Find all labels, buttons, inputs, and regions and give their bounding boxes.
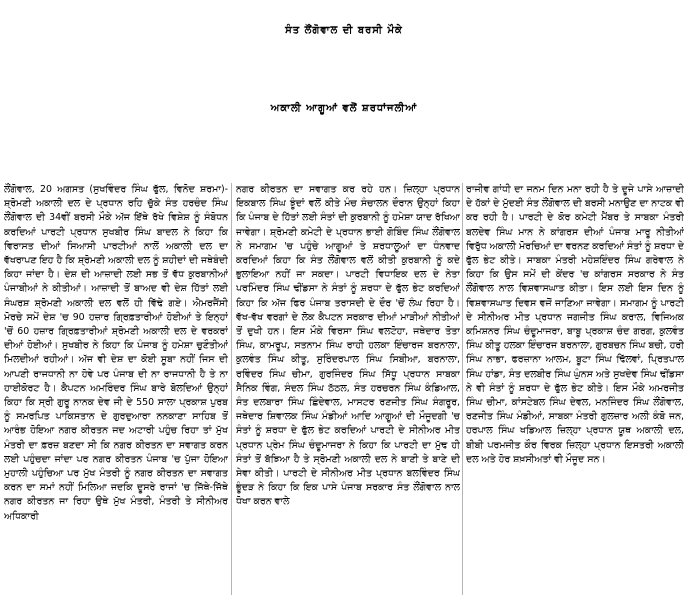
headline-line-2: ਅਕਾਲੀ ਆਗੂਆਂ ਵਲੋਂ ਸ਼ਰਧਾਂਜਲੀਆਂ (270, 103, 418, 114)
column-divider (462, 183, 463, 595)
column-divider (231, 183, 232, 595)
article-column-1: ਲੌਂਗੋਵਾਲ, 20 ਅਗਸਤ (ਸੁਖਵਿੰਦਰ ਸਿੰਘ ਫੁੱਲ, ਵਿਨੋਦ ਸ਼ਰਮਾ)-ਸ਼੍ਰੋਮਣੀ ਅਕਾਲੀ ਦਲ ਦੇ ਪ੍ਰਧਾਨ ਰਹਿ ਚੁੱਕੇ ਸੰਤ ਹਰਚੰਦ ਸਿੰਘ ਲੌਂਗੋਵਾਲ ਦੀ 34ਵੀਂ ਬਰਸੀ ਮੌਕੇ ਅੱਜ ਇੱਥੇ ਰੱਖੇ ਵਿਸ਼ੇਸ਼ ਨੂੰ ਸੰਬੋਧਨ ਕਰਦਿਆਂ ਪਾਰਟੀ ਪ੍ਰਧਾਨ ਸੁਖਬੀਰ ਸਿੰਘ ਬਾਦਲ ਨੇ ਕਿਹਾ ਕਿ ਵਿਰਾਸਤ ਦੀਆਂ ਸਿਆਸੀ ਪਾਰਟੀਆਂ ਨਾਲੋਂ ਅਕਾਲੀ ਦਲ ਦਾ ਵੱਖਰਾਪਣ ਇਹ ਹੈ ਕਿ ਸ਼੍ਰੋਮਣੀ ਅਕਾਲੀ ਦਲ ਨੂੰ ਸ਼ਹੀਦਾਂ ਦੀ ਜਥੇਬੰਦੀ ਕਿਹਾ ਜਾਂਦਾ ਹੈ। ਦੇਸ਼ ਦੀ ਆਜ਼ਾਦੀ ਲਈ ਸਭ ਤੋਂ ਵੱਧ ਕੁਰਬਾਨੀਆਂ ਪੰਜਾਬੀਆਂ ਨੇ ਕੀਤੀਆਂ। ਆਜ਼ਾਦੀ ਤੋਂ ਬਾਅਦ ਵੀ ਦੇਸ਼ ਹਿੱਤਾਂ ਲਈ ਸੰਘਰਸ਼ ਸ਼੍ਰੋਮਣੀ ਅਕਾਲੀ ਦਲ ਵਲੋਂ ਹੀ ਵਿੱਢੇ ਗਏ। ਐਮਰਜੈਂਸੀ ਮੋਰਚੇ ਸਮੇਂ ਦੇਸ਼ 'ਚ 90 ਹਜ਼ਾਰ ਗ੍ਰਿਫ਼ਤਾਰੀਆਂ ਹੋਈਆਂ ਤੇ ਇਨ੍ਹਾਂ 'ਚੋਂ 60 ਹਜ਼ਾਰ ਗ੍ਰਿਫ਼ਤਾਰੀਆਂ ਸ਼੍ਰੋਮਣੀ ਅਕਾਲੀ ਦਲ ਦੇ ਵਰਕਰਾਂ ਦੀਆਂ ਹੋਈਆਂ। ਸੁਖਬੀਰ ਨੇ ਕਿਹਾ ਕਿ ਪੰਜਾਬ ਨੂੰ ਹਮੇਸ਼ਾ ਚੁਣੌਤੀਆਂ ਮਿਲਦੀਆਂ ਰਹੀਆਂ। ਅੱਜ ਵੀ ਦੇਸ਼ ਦਾ ਕੋਈ ਸੂਬਾ ਨਹੀਂ ਜਿਸ ਦੀ ਆਪਣੀ ਰਾਜਧਾਨੀ ਨਾ ਹੋਵੇ ਪਰ ਪੰਜਾਬ ਦੀ ਨਾ ਰਾਜਧਾਨੀ ਹੈ ਤੇ ਨਾ ਹਾਈਕੋਰਟ ਹੈ। ਕੈਪਟਨ ਅਮਰਿੰਦਰ ਸਿੰਘ ਬਾਰੇ ਬੋਲਦਿਆਂ ਉਨ੍ਹਾਂ ਕਿਹਾ ਕਿ ਸ੍ਰੀ ਗੁਰੂ ਨਾਨਕ ਦੇਵ ਜੀ ਦੇ 550 ਸਾਲਾ ਪ੍ਰਕਾਸ਼ ਪੁਰਬ ਨੂੰ ਸਮਰਪਿਤ ਪਾਕਿਸਤਾਨ ਦੇ ਗੁਰਦੁਆਰਾ ਨਨਕਾਣਾ ਸਾਹਿਬ ਤੋਂ ਆਰੰਭ ਹੋਇਆ ਨਗਰ ਕੀਰਤਨ ਜਦ ਅਟਾਰੀ ਪਹੁੰਚ ਰਿਹਾ ਤਾਂ ਮੁੱਖ ਮੰਤਰੀ ਦਾ ਫ਼ਰਜ਼ ਬਣਦਾ ਸੀ ਕਿ ਨਗਰ ਕੀਰਤਨ ਦਾ ਸਵਾਗਤ ਕਰਨ ਲਈ ਪਹੁੰਚਦਾ ਜਾਂਦਾ ਪਰ ਨਗਰ ਕੀਰਤਨ ਪੰਜਾਬ 'ਚ ਪੁੱਜਾ ਹੋਇਆ ਮੁਹਾਲੀ ਪਹੁੰਚਿਆ ਪਰ ਮੁੱਖ ਮੰਤਰੀ ਨੂੰ ਨਗਰ ਕੀਰਤਨ ਦਾ ਸਵਾਗਤ ਕਰਨ ਦਾ ਸਮਾਂ ਨਹੀਂ ਮਿਲਿਆ ਜਦਕਿ ਦੂਸਰੇ ਰਾਜਾਂ 'ਚ ਜਿੱਥੇ-ਜਿੱਥੇ ਨਗਰ ਕੀਰਤਨ ਜਾ ਰਿਹਾ ਉਥੇ ਮੁੱਖ ਮੰਤਰੀ, ਮੰਤਰੀ ਤੇ ਸੀਨੀਅਰ ਅਧਿਕਾਰੀ (4, 184, 228, 522)
headline-line-1: ਸੰਤ ਲੌਂਗੋਵਾਲ ਦੀ ਬਰਸੀ ਮੌਕੇ (285, 25, 403, 36)
article-column-3: ਰਾਜੀਵ ਗਾਂਧੀ ਦਾ ਜਨਮ ਦਿਨ ਮਨਾ ਰਹੀ ਹੈ ਤੇ ਦੂਜੇ ਪਾਸੇ ਆਜ਼ਾਦੀ ਦੇ ਹੱਕਾਂ ਦੇ ਮੁੱਦਈ ਸੰਤ ਲੌਂਗੋਵਾਲ ਦੀ ਬਰਸੀ ਮਨਾਉਣ ਦਾ ਨਾਟਕ ਵੀ ਕਰ ਰਹੀ ਹੈ। ਪਾਰਟੀ ਦੇ ਕੋਰ ਕਮੇਟੀ ਮੈਂਬਰ ਤੇ ਸਾਬਕਾ ਮੰਤਰੀ ਬਲਦੇਵ ਸਿੰਘ ਮਾਨ ਨੇ ਕਾਂਗਰਸ ਦੀਆਂ ਪੰਜਾਬ ਮਾਰੂ ਨੀਤੀਆਂ ਵਿਰੁੱਧ ਅਕਾਲੀ ਮੋਰਚਿਆਂ ਦਾ ਵਰਨਣ ਕਰਦਿਆਂ ਸੰਤਾਂ ਨੂੰ ਸ਼ਰਧਾ ਦੇ ਫੁੱਲ ਭੇਟ ਕੀਤੇ। ਸਾਬਕਾ ਮੰਤਰੀ ਮਹੇਸ਼ਇੰਦਰ ਸਿੰਘ ਗਰੇਵਾਲ ਨੇ ਕਿਹਾ ਕਿ ਉਸ ਸਮੇਂ ਦੀ ਕੇਂਦਰ 'ਚ ਕਾਂਗਰਸ ਸਰਕਾਰ ਨੇ ਸੰਤ ਲੌਂਗੋਵਾਲ ਨਾਲ ਵਿਸ਼ਵਾਸਘਾਤ ਕੀਤਾ। ਇਸ ਲਈ ਇਸ ਦਿਨ ਨੂੰ ਵਿਸ਼ਵਾਸਘਾਤ ਦਿਵਸ ਵਜੋਂ ਜਾਣਿਆ ਜਾਵੇਗਾ। ਸਮਾਗਮ ਨੂੰ ਪਾਰਟੀ ਦੇ ਸੀਨੀਅਰ ਮੀਤ ਪ੍ਰਧਾਨ ਜਗਜੀਤ ਸਿੰਘ ਕਰਾਲ, ਵਿਜਿਅਕ ਕਮਿਸ਼ਨਰ ਸਿੰਘ ਚੰਦੂਮਾਜਰਾ, ਬਾਬੂ ਪ੍ਰਕਾਸ਼ ਚੰਦ ਗਰਗ, ਕੁਲਵੰਤ ਸਿੰਘ ਕੀਤੂ ਹਲਕਾ ਇੰਚਾਰਜ ਬਰਨਾਲਾ, ਗੁਰਬਚਨ ਸਿੰਘ ਬਚੀ, ਹਰੀ ਸਿੰਘ ਨਾਭਾ, ਫਰਜ਼ਾਨਾ ਆਲਮ, ਬੂਟਾ ਸਿੰਘ ਢਿੱਲਵਾਂ, ਪ੍ਰਿਤਪਾਲ ਸਿੰਘ ਹਾਂਡਾ, ਸੰਤ ਦਲਬੀਰ ਸਿੰਘ ਘੁੰਨਸ ਅਤੇ ਸੁਖਦੇਵ ਸਿੰਘ ਢੀਂਡਸਾ ਨੇ ਵੀ ਸੰਤਾਂ ਨੂੰ ਸ਼ਰਧਾ ਦੇ ਫੁੱਲ ਭੇਟ ਕੀਤੇ। ਇਸ ਮੌਕੇ ਅਮਰਜੀਤ ਸਿੰਘ ਚੀਮਾ, ਕਾਂਸਟੇਬਲ ਸਿੰਘ ਦੇਵਲ, ਮਨਜਿੰਦਰ ਸਿੰਘ ਲੌਂਗੋਵਾਲ, ਰਣਜੀਤ ਸਿੰਘ ਮੰਡੀਆਂ, ਸਾਬਕਾ ਮੰਤਰੀ ਗੁਲਜ਼ਾਰ ਅਲੀ ਕੰਬੋ ਜਨ, ਹਰਪਾਲ ਸਿੰਘ ਖਡਿਆਲ ਜ਼ਿਲ੍ਹਾ ਪ੍ਰਧਾਨ ਯੂਥ ਅਕਾਲੀ ਦਲ, ਬੀਬੀ ਪਰਮਜੀਤ ਕੌਰ ਵਿਰਕ ਜ਼ਿਲ੍ਹਾ ਪ੍ਰਧਾਨ ਇਸਤਰੀ ਅਕਾਲੀ ਦਲ ਅਤੇ ਹੋਰ ਸ਼ਖ਼ਸੀਅਤਾਂ ਵੀ ਮੌਜੂਦ ਸਨ। (466, 184, 684, 465)
article-column-2: ਨਗਰ ਕੀਰਤਨ ਦਾ ਸਵਾਗਤ ਕਰ ਰਹੇ ਹਨ। ਜ਼ਿਲ੍ਹਾ ਪ੍ਰਧਾਨ ਇਕਬਾਲ ਸਿੰਘ ਝੂੰਦਾਂ ਵਲੋਂ ਕੀਤੇ ਮੰਚ ਸੰਚਾਲਨ ਦੌਰਾਨ ਉਨ੍ਹਾਂ ਕਿਹਾ ਕਿ ਪੰਜਾਬ ਦੇ ਹਿੱਤਾਂ ਲਈ ਸੰਤਾਂ ਦੀ ਕੁਰਬਾਨੀ ਨੂੰ ਹਮੇਸ਼ਾ ਯਾਦ ਰੱਖਿਆ ਜਾਵੇਗਾ। ਸ਼੍ਰੋਮਣੀ ਕਮੇਟੀ ਦੇ ਪ੍ਰਧਾਨ ਭਾਈ ਗੋਬਿੰਦ ਸਿੰਘ ਲੌਂਗੋਵਾਲ ਨੇ ਸਮਾਗਮ 'ਚ ਪਹੁੰਚੇ ਆਗੂਆਂ ਤੇ ਸ਼ਰਧਾਲੂਆਂ ਦਾ ਧੰਨਵਾਦ ਕਰਦਿਆਂ ਕਿਹਾ ਕਿ ਸੰਤ ਲੌਂਗੋਵਾਲ ਵਲੋਂ ਕੀਤੀ ਕੁਰਬਾਨੀ ਨੂੰ ਕਦੇ ਭੁਲਾਇਆ ਨਹੀਂ ਜਾ ਸਕਦਾ। ਪਾਰਟੀ ਵਿਧਾਇਕ ਦਲ ਦੇ ਨੇਤਾ ਪਰਮਿੰਦਰ ਸਿੰਘ ਢੀਂਡਸਾ ਨੇ ਸੰਤਾਂ ਨੂੰ ਸ਼ਰਧਾ ਦੇ ਫੁੱਲ ਭੇਟ ਕਰਦਿਆਂ ਕਿਹਾ ਕਿ ਅੱਜ ਫਿਰ ਪੰਜਾਬ ਤਰਾਸਦੀ ਦੇ ਦੌਰ 'ਚੋਂ ਲੰਘ ਰਿਹਾ ਹੈ। ਵੱਖ-ਵੱਖ ਵਰਗਾਂ ਦੇ ਲੋਕ ਕੈਪਟਨ ਸਰਕਾਰ ਦੀਆਂ ਮਾੜੀਆਂ ਨੀਤੀਆਂ ਤੋਂ ਦੁਖੀ ਹਨ। ਇਸ ਮੌਕੇ ਵਿਰਸਾ ਸਿੰਘ ਵਲਟੋਹਾ, ਜਥੇਦਾਰ ਤੋਤਾ ਸਿੰਘ, ਕਾਮਰੂਪ, ਸਤਨਾਮ ਸਿੰਘ ਰਾਹੀ ਹਲਕਾ ਇੰਚਾਰਜ ਬਰਨਾਲਾ, ਕੁਲਵੰਤ ਸਿੰਘ ਕੀਤੂ, ਸੁਰਿੰਦਰਪਾਲ ਸਿੰਘ ਸਿਬੀਆ, ਬਰਨਾਲਾ, ਰਵਿੰਦਰ ਸਿੰਘ ਚੀਮਾ, ਗੁਰਜਿੰਦਰ ਸਿੰਘ ਸਿੱਧੂ ਪ੍ਰਧਾਨ ਸਾਬਕਾ ਸੈਨਿਕ ਵਿੰਗ, ਸੰਦਲ ਸਿੰਘ ਠੱਠਲ, ਸੰਤ ਹਰਚਰਨ ਸਿੰਘ ਕੰਡਿਆਲ, ਸੰਤ ਦਲਬਾਰਾ ਸਿੰਘ ਛਿੰਦੇਵਾਲ, ਮਾਸਟਰ ਰਣਜੀਤ ਸਿੰਘ ਸੰਗਰੂਰ, ਜਥੇਦਾਰ ਸ਼ਿਵਾਲਕ ਸਿੰਘ ਮੰਡੀਆਂ ਆਦਿ ਆਗੂਆਂ ਦੀ ਮੌਜੂਦਗੀ 'ਚ ਸੰਤਾਂ ਨੂੰ ਸ਼ਰਧਾ ਦੇ ਫੁੱਲ ਭੇਟ ਕਰਦਿਆਂ ਪਾਰਟੀ ਦੇ ਸੀਨੀਅਰ ਮੀਤ ਪ੍ਰਧਾਨ ਪ੍ਰੇਮ ਸਿੰਘ ਚੰਦੂਮਾਜਰਾ ਨੇ ਕਿਹਾ ਕਿ ਪਾਰਟੀ ਦਾ ਮੁੱਢ ਹੀ ਸੰਤਾਂ ਤੋਂ ਬੱਝਿਆ ਹੈ ਤੇ ਸ੍ਰੋਮਣੀ ਅਕਾਲੀ ਦਲ ਨੇ ਬਾਣੀ ਤੇ ਬਾਣੇ ਦੀ ਸੇਵਾ ਕੀਤੀ। ਪਾਰਟੀ ਦੇ ਸੀਨੀਅਰ ਮੀਤ ਪ੍ਰਧਾਨ ਬਲਵਿੰਦਰ ਸਿੰਘ ਭੂੰਦੜ ਨੇ ਕਿਹਾ ਕਿ ਇਕ ਪਾਸੇ ਪੰਜਾਬ ਸਰਕਾਰ ਸੰਤ ਲੌਂਗੋਵਾਲ ਨਾਲ ਧੋਖਾ ਕਰਨ ਵਾਲੇ (236, 184, 460, 508)
